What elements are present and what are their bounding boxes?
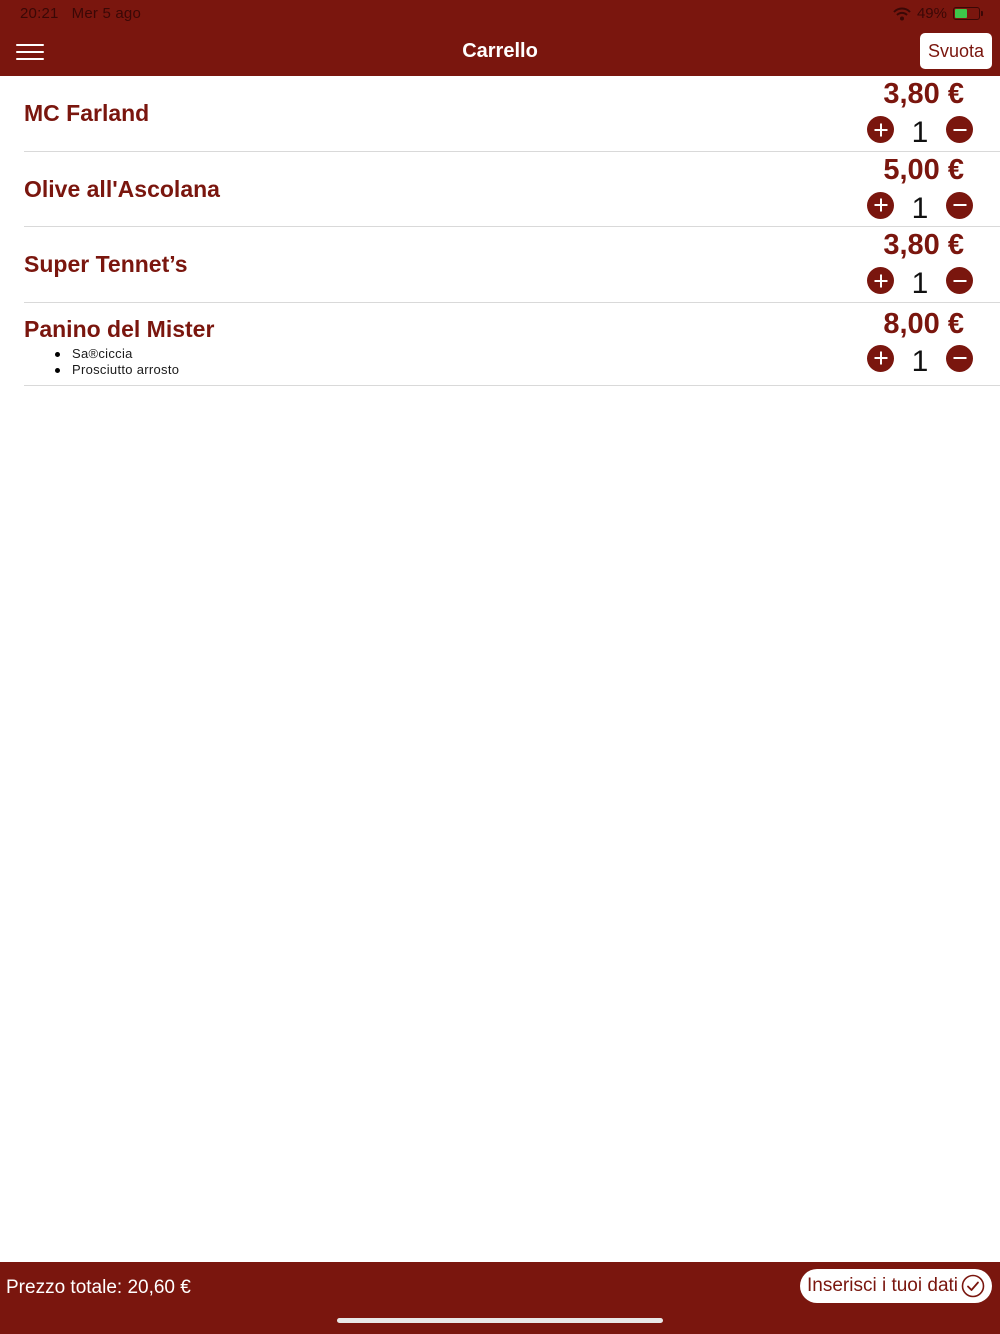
cart-list (24, 76, 1000, 386)
cart-item (24, 76, 1000, 152)
cart-item (24, 227, 1000, 303)
item-name: Olive all'Ascolana (24, 175, 220, 202)
item-name: Panino del Mister (24, 315, 215, 342)
item-option: Sa®ciccia (54, 346, 179, 362)
item-option: Prosciutto arrosto (54, 362, 179, 378)
item-name: MC Farland (24, 100, 150, 126)
decrease-quantity-button[interactable] (946, 267, 973, 294)
enter-details-button[interactable] (800, 1269, 992, 1303)
increase-quantity-button[interactable] (867, 192, 894, 219)
item-quantity: 1 (911, 116, 929, 149)
item-quantity: 1 (911, 267, 929, 300)
quantity-stepper (867, 343, 973, 378)
total-price: Prezzo totale: 20,60 € (6, 1277, 191, 1298)
decrease-quantity-button[interactable] (946, 345, 973, 372)
status-indicators (893, 5, 980, 22)
page-title: Carrello (462, 40, 538, 62)
battery-tip (981, 11, 984, 16)
item-options-list (54, 346, 179, 378)
status-clock: 20:21 (20, 5, 59, 22)
decrease-quantity-button[interactable] (946, 116, 973, 143)
item-quantity: 1 (911, 344, 929, 378)
cart-item (24, 303, 1000, 386)
quantity-stepper (867, 265, 973, 300)
item-price: 5,00 € (883, 153, 964, 186)
status-time (20, 5, 141, 22)
increase-quantity-button[interactable] (867, 267, 894, 294)
battery-percent: 49% (916, 5, 947, 22)
item-name: Super Tennet’s (24, 251, 188, 277)
home-indicator[interactable] (337, 1318, 663, 1323)
top-bar (0, 0, 1000, 76)
status-date: Mer 5 ago (71, 5, 141, 22)
clear-cart-button[interactable]: Svuota (920, 33, 992, 69)
item-price: 3,80 € (883, 78, 964, 110)
cart-item (24, 152, 1000, 228)
wifi-icon (893, 7, 911, 21)
quantity-stepper (867, 114, 973, 149)
decrease-quantity-button[interactable] (946, 192, 973, 219)
battery-level (955, 9, 967, 18)
item-price: 3,80 € (883, 229, 964, 261)
item-quantity: 1 (911, 191, 929, 225)
quantity-stepper (867, 190, 973, 225)
enter-details-label: Inserisci i tuoi dati (807, 1275, 959, 1296)
increase-quantity-button[interactable] (867, 116, 894, 143)
battery-icon (953, 7, 980, 20)
increase-quantity-button[interactable] (867, 345, 894, 372)
item-price: 8,00 € (883, 307, 964, 340)
checkmark-circle-icon (961, 1274, 985, 1298)
bottom-bar (0, 1262, 1000, 1334)
